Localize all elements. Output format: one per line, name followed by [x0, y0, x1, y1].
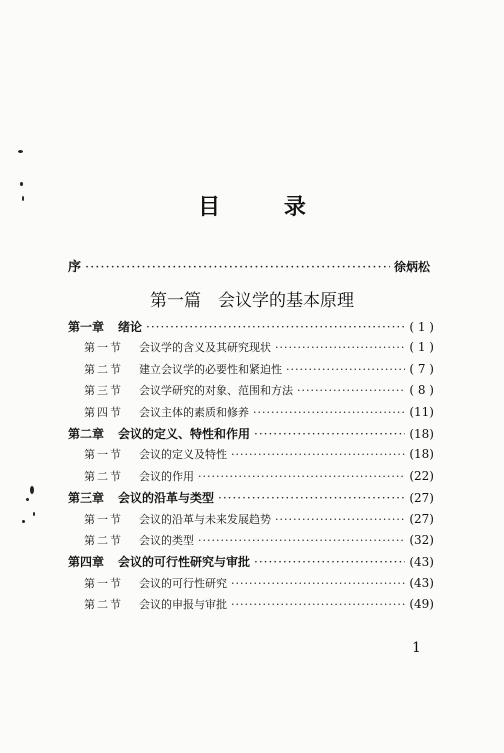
- toc-entry-number: 第三章: [68, 491, 105, 505]
- part-title: 第一篇 会议学的基本原理: [150, 291, 354, 311]
- scan-speck: [20, 182, 23, 186]
- scan-speck: [30, 486, 34, 494]
- leader-dots: [275, 341, 405, 354]
- toc-section-entry[interactable]: [84, 446, 434, 466]
- leader-dots: [286, 363, 405, 376]
- leader-dots: [231, 448, 405, 461]
- toc-entry-label: 会议的申报与审批: [139, 598, 227, 611]
- toc-entry-number: 第四章: [68, 555, 105, 569]
- toc-section-entry[interactable]: [84, 511, 434, 531]
- leader-dots: [146, 320, 405, 334]
- toc-entry-label: 会议的可行性研究与审批: [118, 555, 251, 569]
- toc-entry-number: 第一节: [84, 341, 123, 354]
- page-number: 1: [412, 640, 421, 656]
- leader-dots: [275, 513, 405, 526]
- toc-entry-page: (43): [409, 576, 434, 590]
- toc-section-entry[interactable]: [84, 596, 434, 616]
- leader-dots: [218, 491, 405, 505]
- toc-entry-number: 第二节: [84, 363, 123, 376]
- toc-entry-page: (11): [409, 405, 434, 419]
- toc-entry-page: ( 1 ): [409, 340, 434, 354]
- scan-speck: [22, 520, 25, 523]
- scan-speck: [33, 512, 35, 516]
- toc-entry-page: (18): [409, 427, 434, 441]
- toc-chapter-entry[interactable]: [68, 425, 434, 445]
- leader-dots: [297, 384, 405, 397]
- toc-entry-label: 会议主体的素质和修养: [139, 406, 249, 419]
- toc-entry-number: 第四节: [84, 406, 123, 419]
- toc-entry-page: ( 1 ): [409, 320, 434, 334]
- toc-entry-label: 绪论: [118, 320, 143, 334]
- toc-chapter-entry[interactable]: [68, 553, 434, 573]
- toc-chapter-entry[interactable]: [68, 489, 434, 509]
- scan-speck: [18, 150, 23, 153]
- leader-dots: [198, 534, 405, 547]
- toc-entry-number: 第一节: [84, 448, 123, 461]
- toc-entry-page: (27): [409, 512, 434, 526]
- toc-entry-label: 会议的沿革与未来发展趋势: [139, 513, 271, 526]
- toc-section-entry[interactable]: [84, 404, 434, 424]
- preface-label: 序: [68, 260, 82, 275]
- toc-entry-number: 第二节: [84, 534, 123, 547]
- leader-dots: [254, 555, 405, 569]
- toc-entry-page: (18): [409, 447, 434, 461]
- toc-entry-page: (49): [409, 597, 434, 611]
- leader-dots: [231, 598, 405, 611]
- toc-entry-label: 会议的可行性研究: [139, 577, 227, 590]
- page-title: 目 录: [198, 194, 334, 220]
- scan-speck: [26, 498, 29, 501]
- toc-entry-page: (22): [409, 469, 434, 483]
- toc-entry-label: 会议学的含义及其研究现状: [139, 341, 271, 354]
- preface-author: 徐炳松: [393, 260, 430, 274]
- toc-chapter-entry[interactable]: [68, 318, 434, 338]
- toc-section-entry[interactable]: [84, 361, 434, 381]
- toc-entry-label: 会议的定义及特性: [139, 448, 227, 461]
- toc-entry-label: 会议的作用: [139, 470, 194, 483]
- toc-section-entry[interactable]: [84, 532, 434, 552]
- toc-entry-label: 会议的类型: [139, 534, 194, 547]
- toc-entry-number: 第二章: [68, 427, 105, 441]
- leader-dots: [231, 577, 405, 590]
- toc-section-entry[interactable]: [84, 468, 434, 488]
- preface-entry[interactable]: [68, 256, 430, 275]
- toc-entry-label: 会议的定义、特性和作用: [118, 427, 251, 441]
- leader-dots: [198, 470, 405, 483]
- toc-entry-page: (43): [409, 555, 434, 569]
- toc-entry-page: (27): [409, 491, 434, 505]
- leader-dots: [85, 260, 390, 275]
- toc-entry-label: 会议学研究的对象、范围和方法: [139, 384, 293, 397]
- toc-entry-page: ( 8 ): [409, 383, 434, 397]
- toc-entry-number: 第三节: [84, 384, 123, 397]
- toc-entry-label: 会议的沿革与类型: [118, 491, 215, 505]
- toc-section-entry[interactable]: [84, 382, 434, 402]
- leader-dots: [253, 406, 405, 419]
- toc-entry-page: (32): [409, 533, 434, 547]
- toc-entry-number: 第二节: [84, 470, 123, 483]
- toc-section-entry[interactable]: [84, 339, 434, 359]
- toc-entry-page: ( 7 ): [409, 362, 434, 376]
- toc-entry-number: 第二节: [84, 598, 123, 611]
- toc-section-entry[interactable]: [84, 575, 434, 595]
- toc-entry-number: 第一章: [68, 320, 105, 334]
- toc-entry-label: 建立会议学的必要性和紧迫性: [139, 363, 282, 376]
- toc-entry-number: 第一节: [84, 513, 123, 526]
- leader-dots: [254, 427, 405, 441]
- toc-entry-number: 第一节: [84, 577, 123, 590]
